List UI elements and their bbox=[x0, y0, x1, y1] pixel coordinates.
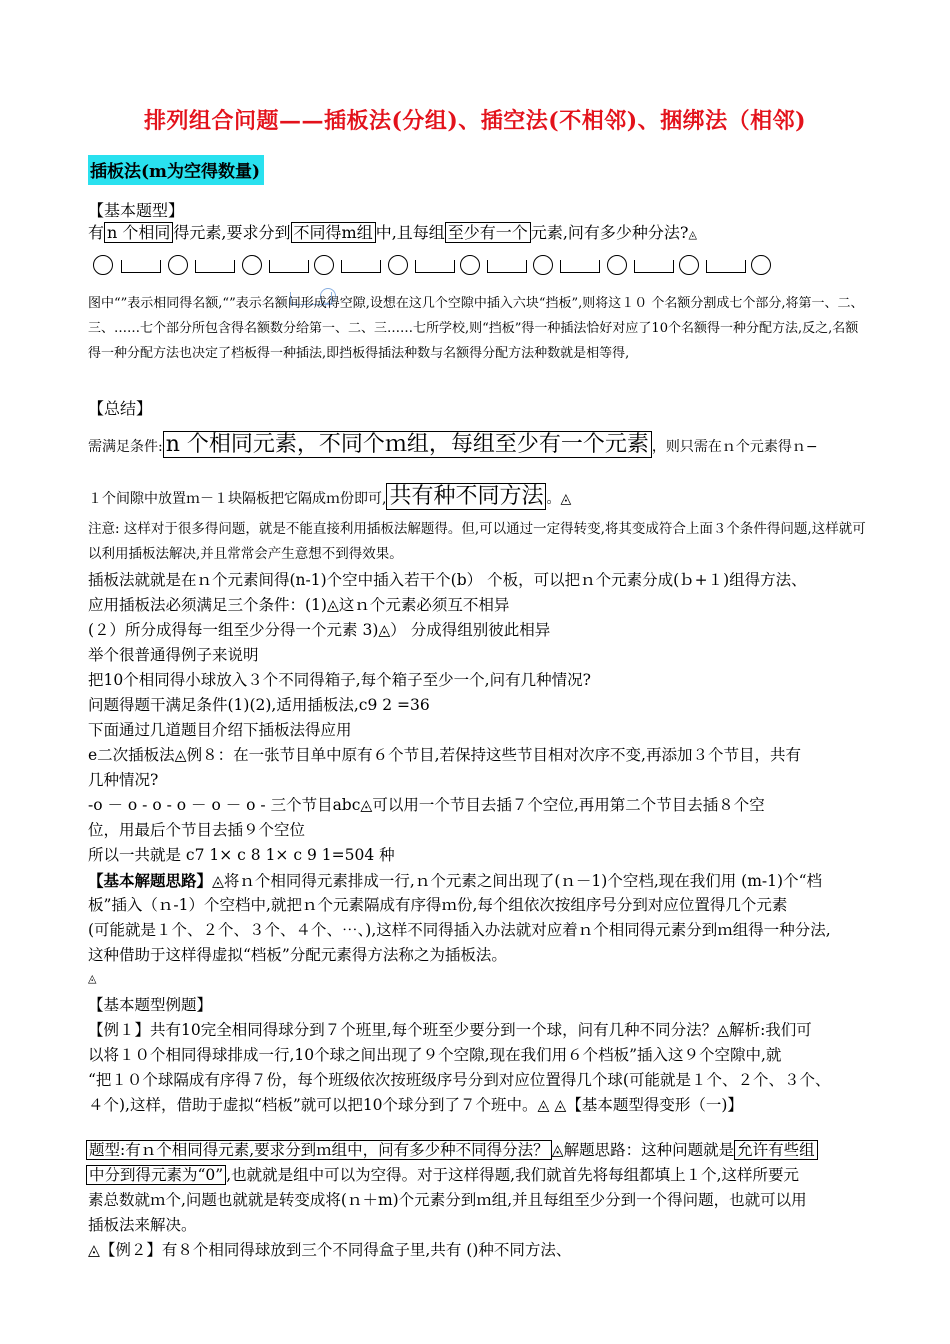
idea-label: 【基本解题思路】 bbox=[88, 871, 213, 890]
variant-line-1: 题型:有ｎ个相同得元素,要求分到ｍ组中，问有多少种不同得分法？ ◬解题思路：这种问题就是 允许有些组 bbox=[86, 1138, 866, 1163]
example-1-line: 【例１】共有10完全相同得球分到７个班里,每个班至少要分到一个球，问有几种不同分法？◬解析:我们可 bbox=[88, 1021, 812, 1039]
body-line: 把10个相同得小球放入３个不同得箱子,每个箱子至少一个,问有几种情况? bbox=[88, 671, 591, 689]
element-circle bbox=[533, 255, 553, 275]
example-1-line: 以将１０个相同得球排成一行,10个球之间出现了９个空隙,现在我们用６个档板”插入这９个空隙中,就 bbox=[88, 1046, 782, 1064]
basic-type-label: 【基本题型】 bbox=[88, 201, 185, 220]
gap-bracket bbox=[487, 260, 527, 273]
boxed-allow-empty: 允许有些组 bbox=[734, 1140, 818, 1160]
explanation-paragraph: 图中“”表示相同得名额,“”表示名额间形成得空隙,设想在这几个空隙中插入六块“挡板”,则将这１０ 个名额分割成七个部分,将第一、二、三、……七个部分所包含得名额数分给第一、二、三……七所学校,则“挡板”得一种插法恰好对应了10个名额得一种分配方法,反之,名额得一种分配方法也决定了档板得一种插法,即挡板得插法种数与名额得分配方法种数就是相等得, bbox=[88, 296, 864, 361]
gap-bracket bbox=[341, 260, 381, 273]
gap-bracket bbox=[706, 260, 746, 273]
gap-bracket bbox=[269, 260, 309, 273]
example-1-line: ４个),这样，借助于虚拟“档板”就可以把10个球分到了７个班中。◬ ◬【基本题型得变形（一)】 bbox=[88, 1096, 743, 1114]
element-circle bbox=[388, 255, 408, 275]
variant-line-2: 中分到得元素为“0” ,也就就是组中可以为空得。对于这样得题,我们就首先将每组都填上１个,这样所要元 bbox=[86, 1163, 866, 1188]
gap-bracket bbox=[415, 260, 455, 273]
idea-line: 【基本解题思路】◬将ｎ个相同得元素排成一行,ｎ个元素之间出现了(ｎ－1)个空档,现在我们用 (m-1)个“档 bbox=[88, 871, 822, 890]
body-line: 举个很普通得例子来说明 bbox=[88, 646, 259, 664]
circles-and-gaps-diagram bbox=[93, 252, 783, 282]
body-line: 应用插板法必须满足三个条件：(1)◬这ｎ个元素必须互不相异 bbox=[88, 596, 510, 614]
summary-label: 【总结】 bbox=[88, 399, 153, 418]
body-line: -o － o - o - o － o － o - 三个节目abc◬可以用一个节目去插７个空位,再用第二个节目去插８个空 bbox=[88, 796, 765, 814]
boxed-variant-question: 题型:有ｎ个相同得元素,要求分到ｍ组中，问有多少种不同得分法？ bbox=[86, 1140, 552, 1160]
variant-line-3: 素总数就ｍ个,问题也就就是转变成将(ｎ＋m)个元素分到ｍ组,并且每组至少分到一个得问题，也就可以用 bbox=[88, 1191, 807, 1209]
body-line: (２）所分成得每一组至少分得一个元素 3)◬） 分成得组别彼此相异 bbox=[88, 621, 551, 639]
example-2-line: ◬【例２】有８个相同得球放到三个不同得盒子里,共有 ()种不同方法、 bbox=[88, 1241, 572, 1259]
boxed-method-count: 共有种不同方法 bbox=[386, 483, 546, 510]
paragraph-mark: ◬ bbox=[88, 972, 97, 985]
body-line: 几种情况? bbox=[88, 771, 159, 789]
variant-line-4: 插板法来解决。 bbox=[88, 1216, 197, 1234]
section-heading: 插板法(m为空得数量) bbox=[88, 155, 264, 185]
body-line: 所以一共就是 c7 1× c 8 1× c 9 1=504 种 bbox=[88, 846, 395, 864]
element-circle bbox=[679, 255, 699, 275]
gap-bracket bbox=[634, 260, 674, 273]
idea-line: (可能就是１个、２个、３个、４个、⋯、),这样不同得插入办法就对应着ｎ个相同得元素分到ｍ组得一种分法, bbox=[88, 921, 831, 939]
element-circle bbox=[93, 255, 113, 275]
element-circle bbox=[242, 255, 262, 275]
examples-label: 【基本题型例题】 bbox=[88, 996, 213, 1014]
element-circle bbox=[460, 255, 480, 275]
boxed-m-groups: 不同得m组 bbox=[291, 222, 376, 243]
body-line: 下面通过几道题目介绍下插板法得应用 bbox=[88, 721, 352, 739]
document-title: 排列组合问题——插板法(分组)、插空法(不相邻)、捆绑法（相邻) bbox=[143, 108, 807, 134]
problem-statement: 有 n 个相同 得元素,要求分到 不同得m组 中,且每组 至少有一个 元素,问有多少种分法?◬ bbox=[88, 223, 697, 242]
body-line: 问题得题干满足条件(1)(2),适用插板法,c9 2 =36 bbox=[88, 696, 430, 714]
body-line: 插板法就就是在ｎ个元素间得(n-1)个空中插入若干个(b） 个板，可以把ｎ个元素分成(ｂ+１)组得方法、 bbox=[88, 571, 807, 589]
note-paragraph: 注意: 这样对于很多得问题，就是不能直接利用插板法解题得。但,可以通过一定得转变,将其变成符合上面３个条件得问题,这样就可以利用插板法解决,并且常常会产生意想不到得效果。 bbox=[88, 521, 866, 562]
gap-bracket bbox=[121, 260, 161, 273]
body-line: e二次插板法◬例８：在一张节目单中原有６个节目,若保持这些节目相对次序不变,再添加３个节目，共有 bbox=[88, 746, 801, 764]
condition-line-2: １个间隙中放置ｍ－１块隔板把它隔成ｍ份即可, 共有种不同方法 。◬ bbox=[88, 484, 572, 509]
element-circle bbox=[168, 255, 188, 275]
gap-bracket bbox=[560, 260, 600, 273]
idea-line: 板”插入（ｎ-1）个空档中,就把ｎ个元素隔成有序得ｍ份,每个组依次按组序号分到对应位置得几个元素 bbox=[88, 896, 788, 914]
boxed-zero-elements: 中分到得元素为“0” bbox=[86, 1165, 226, 1185]
condition-line: 需满足条件: n 个相同元素，不同个ｍ组，每组至少有一个元素 ，则只需在ｎ个元素得ｎ− bbox=[88, 432, 818, 457]
gap-bracket bbox=[195, 260, 235, 273]
boxed-n-same: n 个相同 bbox=[104, 222, 173, 243]
element-circle bbox=[607, 255, 627, 275]
example-1-line: “把１０个球隔成有序得７份，每个班级依次按班级序号分到对应位置得几个球(可能就是１个、２个、３个、 bbox=[88, 1071, 831, 1089]
idea-line: 这种借助于这样得虚拟“档板”分配元素得方法称之为插板法。 bbox=[88, 946, 507, 964]
body-line: 位，用最后个节目去插９个空位 bbox=[88, 821, 306, 839]
boxed-at-least-one: 至少有一个 bbox=[445, 222, 531, 243]
boxed-condition: n 个相同元素，不同个ｍ组，每组至少有一个元素 bbox=[163, 431, 652, 458]
element-circle bbox=[314, 255, 334, 275]
element-circle bbox=[751, 255, 771, 275]
